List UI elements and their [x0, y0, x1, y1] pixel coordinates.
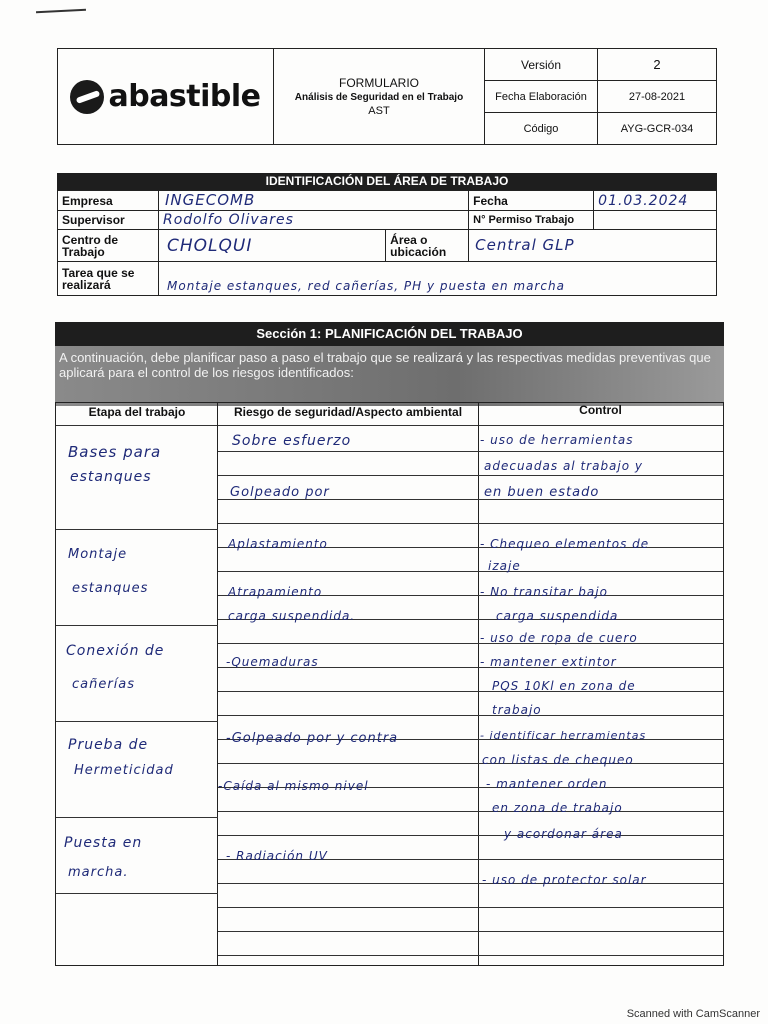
- identification-section: [57, 173, 717, 297]
- abastible-logo-icon: [70, 80, 104, 114]
- scan-mark: [36, 9, 86, 14]
- control-14: - mantener orden: [486, 777, 608, 791]
- table-row-line: [218, 643, 723, 644]
- stage-5-line2: marcha.: [68, 865, 129, 880]
- control-13: con listas de chequeo: [482, 753, 634, 767]
- stage-4-line1: Prueba de: [68, 737, 149, 753]
- fecha-value: 01.03.2024: [598, 192, 689, 209]
- form-acronym: AST: [368, 105, 390, 117]
- empresa-field[interactable]: [159, 191, 469, 211]
- col-control-header: Control: [579, 403, 622, 417]
- table-row-line: [218, 691, 723, 692]
- header-box: [57, 48, 717, 144]
- logo-text: abastible: [108, 79, 261, 114]
- table-row-line: [218, 523, 723, 524]
- logo-cell: [58, 49, 274, 145]
- code-label: Código: [485, 113, 598, 145]
- control-8: - uso de ropa de cuero: [480, 631, 638, 645]
- table-row-line: [218, 475, 723, 476]
- code-value: AYG-GCR-034: [598, 113, 717, 145]
- table-row-line: [218, 715, 723, 716]
- supervisor-field[interactable]: [159, 211, 469, 230]
- permiso-field[interactable]: [594, 211, 717, 230]
- control-2: adecuadas al trabajo y: [484, 459, 644, 473]
- form-subtitle: Análisis de Seguridad en el Trabajo: [294, 92, 464, 103]
- risk-6: -Quemaduras: [226, 655, 319, 669]
- tarea-value: Montaje estanques, red cañerías, PH y puesta en marcha: [167, 279, 565, 293]
- table-row-line: [218, 955, 723, 956]
- control-15: en zona de trabajo: [492, 801, 623, 815]
- control-9: - mantener extintor: [480, 655, 617, 669]
- section1-instructions: A continuación, debe planificar paso a paso el trabajo que se realizará y las respectivas medidas preventivas que aplicará para el control de los riesgos identificados:: [55, 346, 724, 406]
- identification-title: IDENTIFICACIÓN DEL ÁREA DE TRABAJO: [57, 173, 717, 190]
- permiso-label: N° Permiso Trabajo: [469, 211, 594, 230]
- control-5: izaje: [488, 559, 521, 573]
- centro-field[interactable]: [159, 230, 386, 262]
- empresa-value: INGECOMB: [165, 191, 256, 209]
- risk-9: - Radiación UV: [226, 849, 328, 863]
- control-6: - No transitar bajo: [480, 585, 608, 599]
- col-risk-header: Riesgo de seguridad/Aspecto ambiental: [233, 405, 463, 419]
- supervisor-value: Rodolfo Olivares: [163, 212, 294, 228]
- control-1: - uso de herramientas: [480, 433, 634, 447]
- table-row-line: [218, 451, 723, 452]
- date-value: 27-08-2021: [598, 81, 717, 113]
- supervisor-label: Supervisor: [58, 211, 159, 230]
- tarea-field[interactable]: [159, 262, 717, 296]
- control-16: y acordonar área: [504, 827, 623, 841]
- area-value: Central GLP: [475, 236, 575, 254]
- stage-2-line1: Montaje: [68, 547, 128, 562]
- control-3: en buen estado: [484, 485, 600, 500]
- table-row-line: [218, 811, 723, 812]
- fecha-field[interactable]: [594, 191, 717, 211]
- table-row-line: [218, 883, 723, 884]
- form-title: FORMULARIO: [338, 76, 419, 90]
- empresa-label: Empresa: [58, 191, 159, 211]
- table-row-line: [218, 763, 723, 764]
- stage-1-line1: Bases para: [68, 443, 162, 461]
- risk-1: Sobre esfuerzo: [232, 433, 352, 449]
- form-title-cell: [274, 49, 485, 145]
- table-row-line: [218, 835, 723, 836]
- area-label: Área o ubicación: [386, 230, 469, 262]
- version-value: 2: [598, 49, 717, 81]
- risk-4: Atrapamiento: [228, 585, 323, 599]
- stage-5-line1: Puesta en: [64, 835, 143, 851]
- table-row-line: [218, 931, 723, 932]
- table-row-line: [218, 571, 723, 572]
- version-label: Versión: [485, 49, 598, 81]
- section1-title: Sección 1: PLANIFICACIÓN DEL TRABAJO: [55, 322, 724, 346]
- risk-8: -Caída al mismo nivel: [218, 779, 369, 793]
- stage-3-line2: cañerías: [72, 677, 136, 692]
- control-7: carga suspendida: [496, 609, 619, 623]
- control-10: PQS 10Kl en zona de: [492, 679, 636, 693]
- stage-3-line1: Conexión de: [66, 643, 165, 659]
- centro-value: CHOLQUI: [167, 235, 253, 256]
- stage-2-line2: estanques: [72, 581, 149, 596]
- control-11: trabajo: [492, 703, 542, 717]
- risk-2: Golpeado por: [230, 485, 330, 500]
- risk-7: -Golpeado por y contra: [226, 731, 399, 746]
- date-label: Fecha Elaboración: [485, 81, 598, 113]
- stage-4-line2: Hermeticidad: [74, 763, 174, 778]
- control-17: - uso de protector solar: [482, 873, 647, 887]
- fecha-label: Fecha: [469, 191, 594, 211]
- control-4: - Chequeo elementos de: [480, 537, 650, 551]
- tarea-label: Tarea que se realizará: [58, 262, 159, 296]
- area-field[interactable]: [469, 230, 717, 262]
- table-row-line: [218, 907, 723, 908]
- scanner-watermark: Scanned with CamScanner: [626, 1008, 760, 1020]
- planning-table: [55, 402, 724, 966]
- risk-5: carga suspendida.: [228, 609, 356, 623]
- col-stage-header: Etapa del trabajo: [88, 405, 186, 419]
- stage-1-line2: estanques: [70, 469, 152, 485]
- centro-label: Centro de Trabajo: [58, 230, 159, 262]
- risk-3: Aplastamiento: [228, 537, 328, 551]
- control-12: - identificar herramientas: [480, 729, 647, 742]
